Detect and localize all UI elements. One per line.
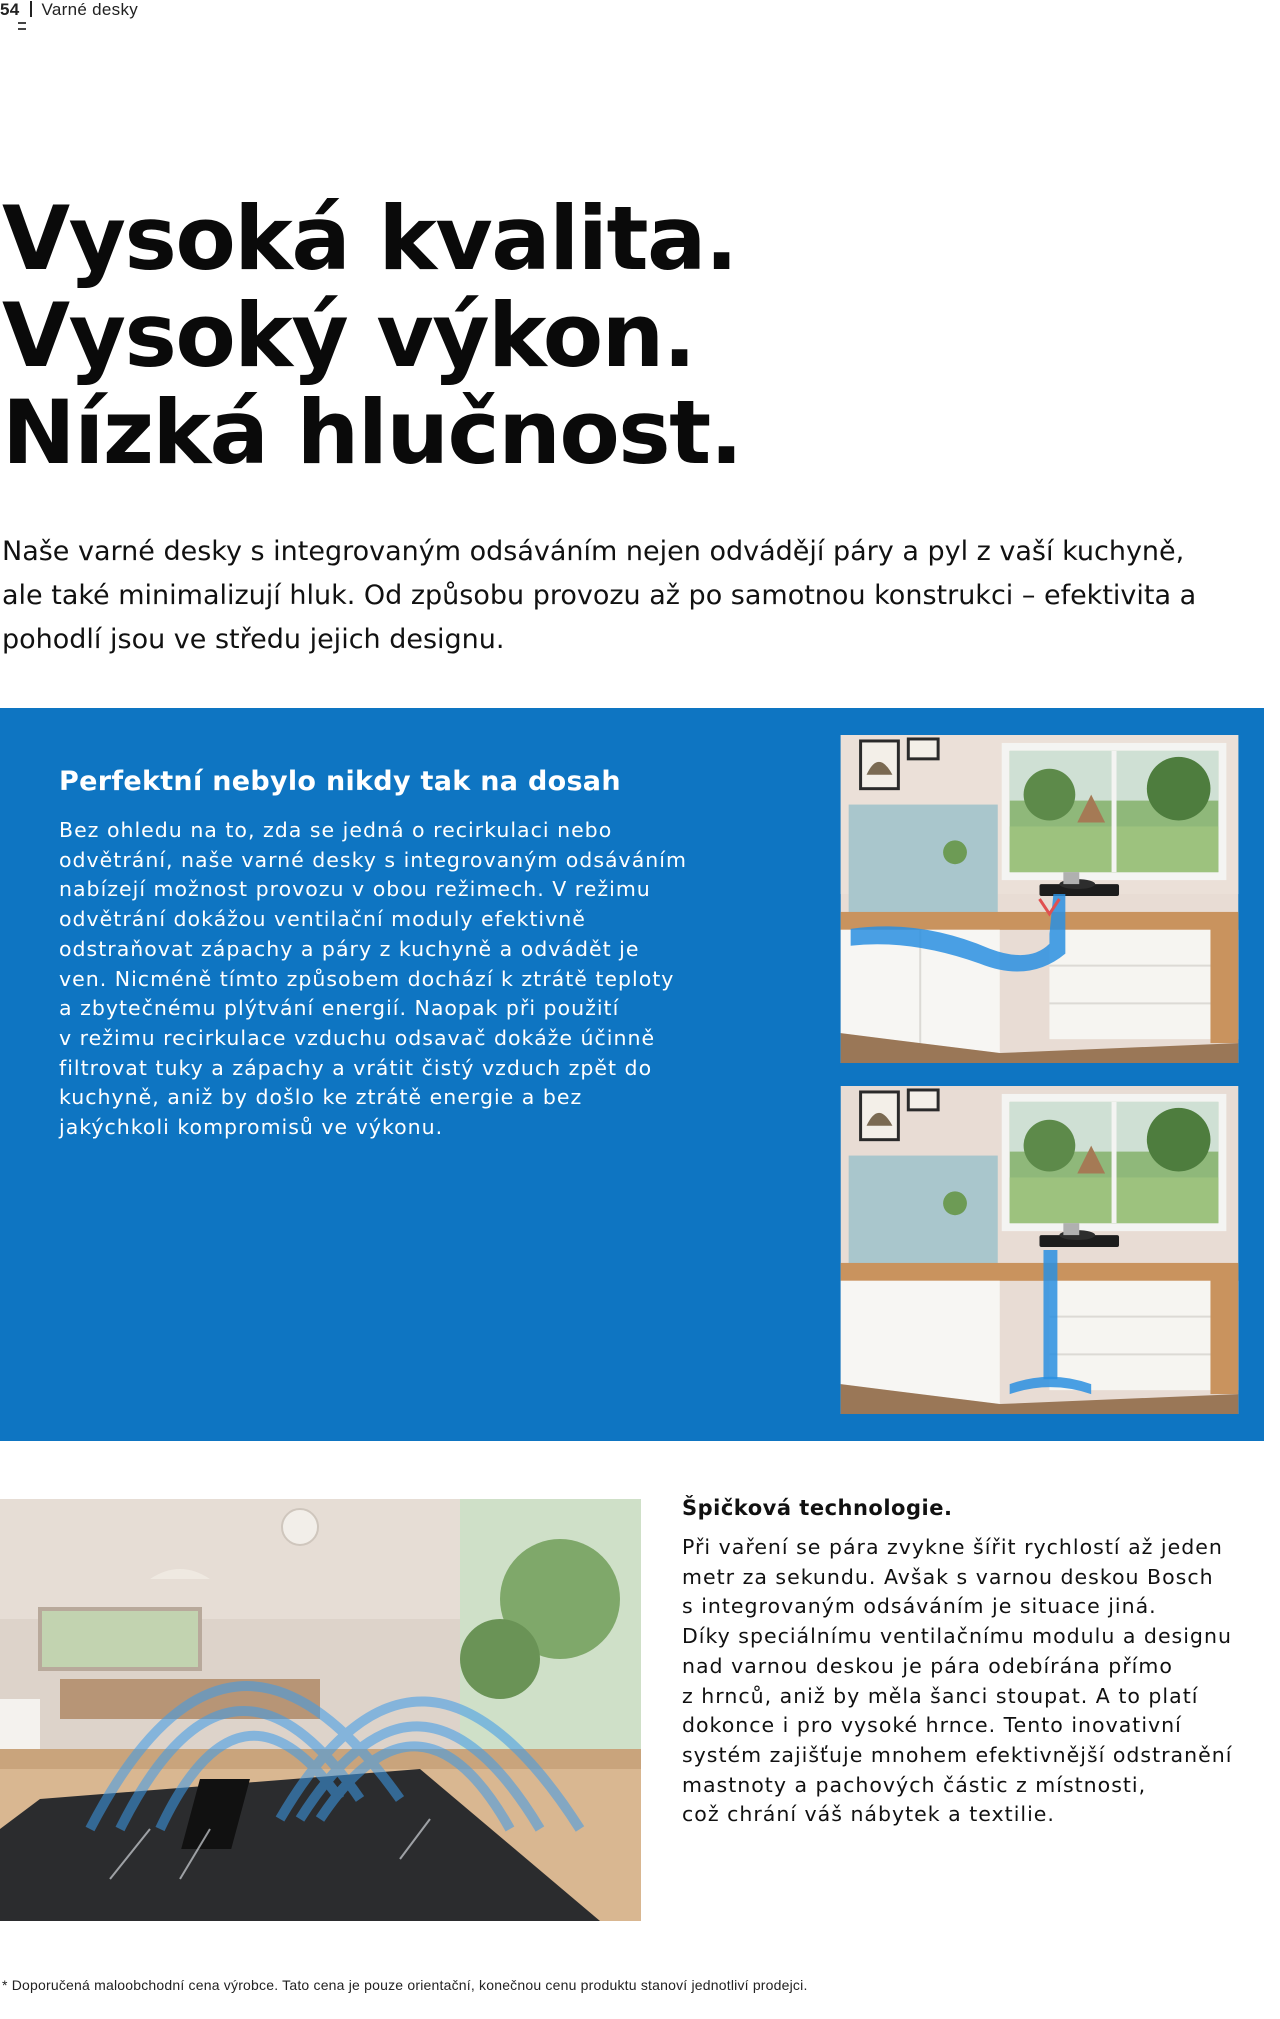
intro-paragraph: Naše varné desky s integrovaným odsáváním nejen odvádějí páry a pyl z vaší kuchyně, ale také minimalizují hluk. Od způsobu provozu až po samotnou konstrukci – efektivita a pohodlí jsou ve středu jejich designu. [2,536,1197,655]
feature-text [59,816,749,1143]
feature-line: nabízejí možnost provozu v obou režimech. V režimu [59,877,651,902]
technology-line: metr za sekundu. Avšak s varnou deskou Bosch [682,1564,1214,1589]
feature-line: filtrovat tuky a zápachy a vrátit čistý vzduch zpět do [59,1055,653,1080]
feature-line: kuchyně, aniž by došlo ke ztrátě energie a bez [59,1085,583,1110]
feature-line: odvětrání dokážou ventilační moduly efektivně [59,907,586,932]
feature-line: v režimu recirkulace vzduchu odsavač dokáže účinně [59,1025,656,1050]
kitchen-recirculation-image [840,1086,1239,1414]
technology-line: nad varnou deskou je pára odebírána přímo [682,1653,1173,1678]
feature-line: Bez ohledu na to, zda se jedná o recirkulaci nebo [59,818,613,842]
kitchen-ducted-extraction-image [840,735,1239,1063]
header-divider [30,1,32,17]
technology-line: s integrovaným odsáváním je situace jiná. [682,1594,1157,1619]
technology-line: z hrnců, aniž by měla šanci stoupat. A to platí [682,1683,1199,1708]
footnote: * Doporučená maloobchodní cena výrobce. Tato cena je pouze orientační, konečnou cenu produktu stanoví jednotliví prodejci. [2,1977,808,1993]
hob-airflow-image [0,1499,641,1921]
feature-line: odstraňovat zápachy a páry z kuchyně a odvádět je [59,936,640,961]
feature-line: ven. Nicméně tímto způsobem dochází k ztrátě teploty [59,966,675,991]
technology-line: dokonce i pro vysoké hrnce. Tento inovativní [682,1713,1182,1738]
headline [2,187,742,484]
technology-line: Díky speciálnímu ventilačnímu modulu a designu [682,1624,1232,1649]
technology-title: Špičková technologie. [682,1496,953,1520]
headline-line-2: Vysoký výkon. [2,284,695,387]
section-name: Varné desky [41,0,139,19]
feature-panel [0,708,1264,1441]
page-header [0,0,138,20]
technology-line: systém zajišťuje mnohem efektivnější odstranění [682,1742,1233,1767]
page-number: 54 [0,0,20,19]
technology-text [682,1533,1262,1830]
headline-line-3: Nízká hlučnost. [2,381,742,484]
feature-line: jakýchkoli kompromisů ve výkonu. [59,1115,444,1140]
technology-line: což chrání váš nábytek a textilie. [682,1802,1055,1827]
feature-title: Perfektní nebylo nikdy tak na dosah [59,766,621,797]
feature-line: a zbytečnému plýtvání energií. Naopak při použití [59,996,620,1021]
headline-line-1: Vysoká kvalita. [2,187,737,290]
menu-mark-icon [18,22,26,30]
technology-line: mastnoty a pachových částic z místnosti, [682,1772,1147,1797]
technology-line: Při vaření se pára zvykne šířit rychlostí až jeden [682,1535,1223,1559]
feature-line: odvětrání, naše varné desky s integrovaným odsáváním [59,847,687,872]
